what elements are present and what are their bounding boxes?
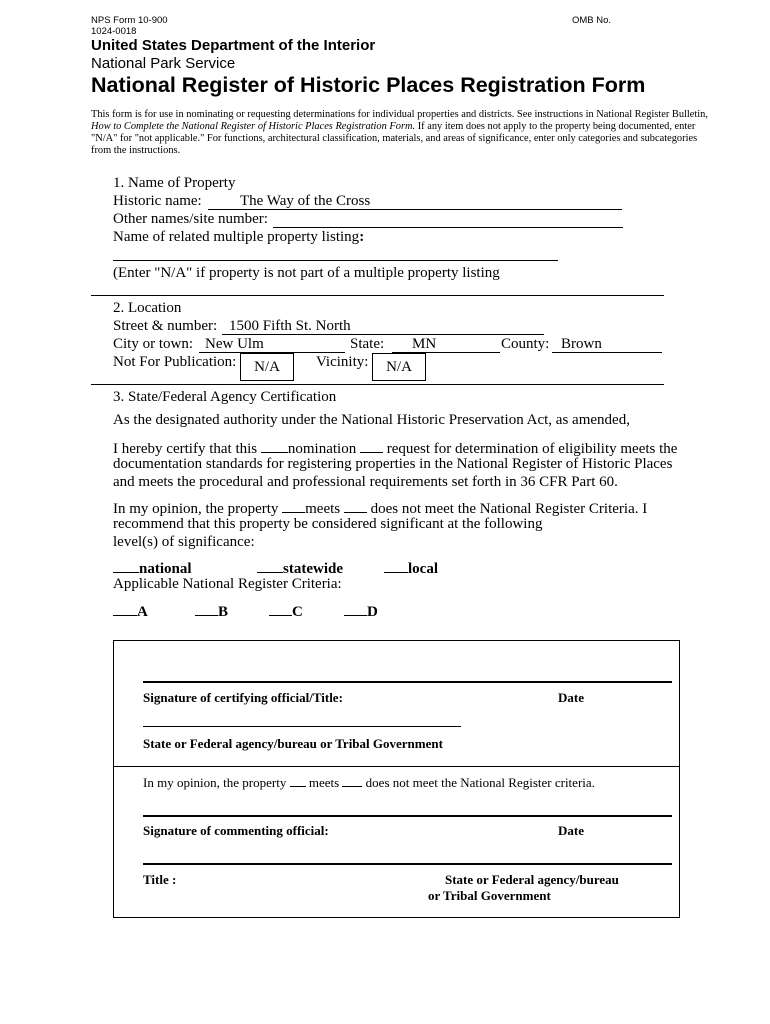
level-national-label: national <box>139 561 192 577</box>
certify-line-1 <box>113 438 677 458</box>
meets-checkbox[interactable] <box>282 498 305 513</box>
title-label: Title : <box>143 872 177 887</box>
certify-text-c: request for determination of eligibility meets the <box>382 441 678 457</box>
agency2-line-1: State or Federal agency/bureau <box>445 872 619 887</box>
section-1-heading: 1. Name of Property <box>113 175 236 191</box>
form-number: NPS Form 10-900 <box>91 15 168 26</box>
intro-line-2 <box>91 121 695 133</box>
opinion-text-b: meets <box>305 501 344 517</box>
level-local <box>384 558 438 578</box>
city-field[interactable]: New Ulm <box>205 336 264 352</box>
agency-line[interactable] <box>143 726 461 727</box>
other-names-field[interactable] <box>273 227 623 228</box>
comment-meets-checkbox[interactable] <box>290 774 306 787</box>
certify-line-3: and meets the procedural and professional requirements set forth in 36 CFR Part 60. <box>113 474 618 490</box>
comment-opinion-b: meets <box>305 775 343 790</box>
not-for-publication-field[interactable]: N/A <box>240 353 294 381</box>
criterion-b <box>195 601 228 621</box>
comment-opinion-c: does not meet the National Register criteria. <box>362 775 595 790</box>
opinion-text-c: does not meet the National Register Criteria. I <box>366 501 648 517</box>
department-name: United States Department of the Interior <box>91 37 376 54</box>
section-divider <box>91 384 664 385</box>
criterion-a-label: A <box>137 604 148 620</box>
bulletin-title: How to Complete the National Register of Historic Places Registration Form. <box>91 121 416 132</box>
vicinity-field[interactable]: N/A <box>372 353 426 381</box>
certify-text-b: nomination <box>287 441 360 457</box>
comment-opinion-a: In my opinion, the property <box>143 775 290 790</box>
criteria-label: Applicable National Register Criteria: <box>113 576 342 592</box>
not-for-publication-label: Not For Publication: <box>113 354 237 370</box>
criterion-b-label: B <box>218 604 229 620</box>
criterion-c-checkbox[interactable] <box>269 601 292 616</box>
title-line[interactable] <box>143 863 672 865</box>
vicinity-label: Vicinity: <box>316 354 369 370</box>
section-divider <box>91 295 664 296</box>
section-3-heading: 3. State/Federal Agency Certification <box>113 389 337 405</box>
na-note: (Enter "N/A" if property is not part of a multiple property listing <box>113 265 500 281</box>
related-listing-text: Name of related multiple property listing <box>113 229 360 245</box>
authority-text: As the designated authority under the National Historic Preservation Act, as amended, <box>113 412 630 428</box>
opinion-line-3: level(s) of significance: <box>113 534 255 550</box>
historic-name-label: Historic name: <box>113 193 202 209</box>
level-national <box>113 558 192 578</box>
county-label: County: <box>501 336 550 352</box>
criterion-d <box>344 601 378 621</box>
form-code: 1024-0018 <box>91 26 137 37</box>
county-field[interactable]: Brown <box>561 336 602 352</box>
comment-does-not-meet-checkbox[interactable] <box>342 774 362 787</box>
omb-number: OMB No. <box>572 15 612 26</box>
criterion-b-checkbox[interactable] <box>195 601 218 616</box>
intro-line-3: "N/A" for "not applicable." For functions, architectural classification, materials, and areas of significance, enter only categories and subcategories <box>91 133 698 144</box>
state-label: State: <box>350 336 385 352</box>
intro-line-2-rest: If any item does not apply to the property being documented, enter <box>415 121 696 132</box>
certify-text-a: I hereby certify that this <box>113 441 261 457</box>
level-local-label: local <box>408 561 438 577</box>
city-label: City or town: <box>113 336 194 352</box>
certify-line-2: documentation standards for registering properties in the National Register of Historic Places <box>113 456 673 472</box>
opinion-line-1 <box>113 498 647 518</box>
national-checkbox[interactable] <box>113 558 139 573</box>
intro-line-1: This form is for use in nominating or requesting determinations for individual properties and districts. See instructions in National Register Bulletin, <box>91 109 708 120</box>
street-label: Street & number: <box>113 318 218 334</box>
commenting-signature-line[interactable] <box>143 815 672 817</box>
certifying-date-label: Date <box>558 690 584 705</box>
page-title: National Register of Historic Places Registration Form <box>91 73 646 97</box>
does-not-meet-checkbox[interactable] <box>344 498 367 513</box>
statewide-checkbox[interactable] <box>257 558 283 573</box>
request-checkbox[interactable] <box>360 438 383 453</box>
criterion-a-checkbox[interactable] <box>113 601 137 616</box>
certifying-signature-line[interactable] <box>143 681 672 683</box>
commenting-signature-label: Signature of commenting official: <box>143 823 329 838</box>
criterion-d-label: D <box>367 604 378 620</box>
agency-label: State or Federal agency/bureau or Tribal Government <box>143 736 443 751</box>
nomination-checkbox[interactable] <box>261 438 288 453</box>
related-listing-field[interactable] <box>113 260 558 261</box>
level-statewide-label: statewide <box>283 561 343 577</box>
section-2-heading: 2. Location <box>113 300 182 316</box>
criterion-c <box>269 601 303 621</box>
comment-opinion-line <box>143 774 595 791</box>
historic-name-field[interactable]: The Way of the Cross <box>240 193 371 209</box>
level-statewide <box>257 558 343 578</box>
commenting-date-label: Date <box>558 823 584 838</box>
local-checkbox[interactable] <box>384 558 408 573</box>
state-field[interactable]: MN <box>412 336 437 352</box>
agency-name: National Park Service <box>91 55 236 72</box>
opinion-text-a: In my opinion, the property <box>113 501 283 517</box>
street-field[interactable]: 1500 Fifth St. North <box>229 318 351 334</box>
criterion-a <box>113 601 148 621</box>
criterion-c-label: C <box>292 604 303 620</box>
agency2-line-2: or Tribal Government <box>428 888 551 903</box>
intro-line-4: from the instructions. <box>91 145 181 156</box>
criterion-d-checkbox[interactable] <box>344 601 367 616</box>
certifying-signature-label: Signature of certifying official/Title: <box>143 690 343 705</box>
related-listing-label <box>113 229 364 246</box>
related-listing-colon: : <box>359 229 365 245</box>
signature-box-divider <box>113 766 680 767</box>
opinion-line-2: recommend that this property be considered significant at the following <box>113 516 543 532</box>
other-names-label: Other names/site number: <box>113 211 268 227</box>
